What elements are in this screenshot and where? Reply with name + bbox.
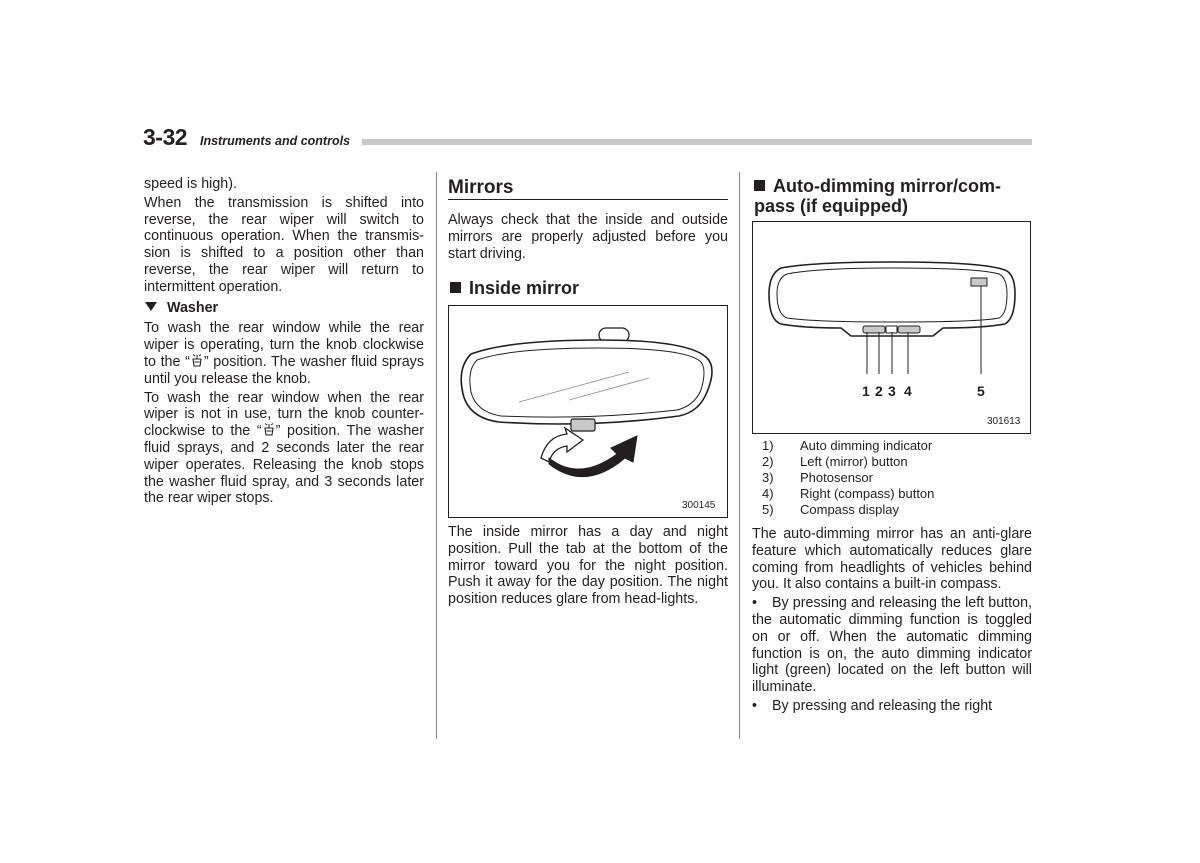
bullet-item: • By pressing and releasing the right [752,697,993,714]
column-divider-left [436,172,437,739]
left-column [144,176,424,509]
inside-mirror-heading: Inside mirror [450,278,579,299]
callout-5: 5 [977,383,985,399]
heading-underline [448,199,728,200]
legend-item: 1) Auto dimming indicator [762,438,933,453]
callout-1: 1 [862,383,870,399]
callout-4: 4 [904,383,912,399]
auto-dimming-figure [752,221,1031,434]
callout-3: 3 [888,383,896,399]
square-marker-icon [754,180,765,191]
legend-item: 5) Compass display [762,502,899,517]
bullet-item: • By pressing and releasing the left button, the automatic dimming function is toggled on or off. When the automatic dimming function is on, the auto dimming indicator light (green) located on the left button will illuminate. [752,595,1032,696]
mirrors-intro: Always check that the inside and outside mirrors are properly adjusted before you start driving. [448,212,728,262]
paragraph: To wash the rear window when the rear wiper is not in use, turn the knob counter-clockwise to the “ ” position. The washer fluid sprays, and 2 seconds later the rear wiper operates. Releasing the knob stops the washer fluid spray, and 3 seconds later the rear wiper stops. [144,389,424,507]
legend-item: 3) Photosensor [762,470,873,485]
square-marker-icon [450,282,461,293]
section-title: Instruments and controls [200,134,351,148]
washer-spray-icon [262,423,276,437]
figure-code: 301613 [987,416,1021,427]
paragraph: speed is high). [144,176,237,192]
inside-mirror-body: The inside mirror has a day and night position. Pull the tab at the bottom of the mirror toward you for the night position. Push it away for the day position. The night position reduces glare from head-lights. [448,524,728,608]
header-rule [362,139,1032,145]
paragraph: The auto-dimming mirror has an anti-glare feature which automatically reduces glare coming from headlights of vehicles behind you. It also contains a built-in compass. [752,526,1032,593]
washer-heading: Washer [144,300,424,317]
right-column-body [752,526,1032,717]
figure-legend [762,438,1022,518]
page-number: 3-32 [143,124,188,150]
legend-item: 4) Right (compass) button [762,486,935,501]
inside-mirror-illustration [449,306,727,517]
auto-dimming-heading: Auto-dimming mirror/com-pass (if equipped) [754,176,1001,216]
washer-spray-icon [190,354,204,368]
mirrors-heading: Mirrors [448,177,514,198]
auto-dimming-illustration [753,222,1030,433]
figure-code: 300145 [682,500,716,511]
callout-2: 2 [875,383,883,399]
legend-item: 2) Left (mirror) button [762,454,908,469]
column-divider-right [739,172,740,739]
triangle-marker-icon [145,302,157,311]
paragraph: When the transmission is shifted into reverse, the rear wiper will switch to continuous operation. When the transmis-sion is shifted to a position other than reverse, the rear wiper will return to intermittent operation. [144,194,424,295]
inside-mirror-figure [448,305,728,518]
paragraph: To wash the rear window while the rear wiper is operating, turn the knob clockwise to the “ ” position. The washer fluid sprays until you release the knob. [144,320,424,387]
